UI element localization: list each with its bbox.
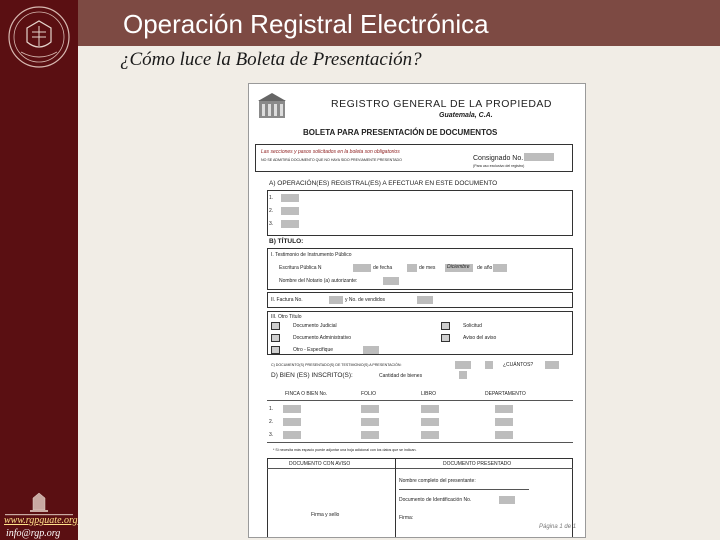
operation-field [281,194,299,202]
table-row-number: 1. [269,406,274,412]
b3-other-field [363,346,379,354]
table-row-number: 2. [269,419,274,425]
consigned-sub: (Para uso exclusivo del registro) [473,164,525,168]
table-divider [267,400,573,401]
section-c-field [455,361,471,369]
coat-of-arms-emblem [6,4,72,70]
footer-left-title: DOCUMENTO CON AVISO [289,461,351,467]
b2-field [417,296,433,304]
notice-line: Las secciones y pasos solicitados en la boleta son obligatorios [261,149,400,155]
boleta-document-image [248,83,586,538]
section-d-title: D) BIEN (ES) INSCRITO(S): [271,372,353,379]
table-cell [283,418,301,426]
page-title: Operación Registral Electrónica [123,9,489,39]
table-cell [495,431,513,439]
table-header: FOLIO [361,391,377,397]
footer-field-label: Nombre completo del presentante: [399,478,476,484]
table-cell [361,431,379,439]
table-note: * Si necesita más espacio puede adjuntar una hoja adicional con los datos que se indican. [273,448,417,452]
b1-field [353,264,371,272]
table-cell [421,405,439,413]
b1-label: I. Testimonio de Instrumento Público [271,252,352,258]
org-location: Guatemala, C.A. [439,112,493,119]
section-a-item: 3. [269,221,274,227]
consigned-label: Consignado No. [473,155,524,162]
footer-field-label: Firma: [399,515,414,521]
section-d-mid: Cantidad de bienes [379,373,423,379]
footer-header-line [267,468,573,469]
registry-logo [3,488,75,518]
id-field [499,496,515,504]
section-c-count [545,361,559,369]
form-title: BOLETA PARA PRESENTACIÓN DE DOCUMENTOS [303,128,498,137]
table-cell [421,418,439,426]
contact-email: info@rgp.org [6,528,61,539]
section-c-field [485,361,493,369]
section-a-item: 1. [269,195,274,201]
checkbox [271,334,280,342]
page-label: Página 1 de 1 [539,524,577,530]
operation-field [281,207,299,215]
b2-field [329,296,343,304]
b1-field-label: Escritura Pública N [279,265,322,271]
b1-month: Diciembre [447,264,470,270]
footer-field-line [399,489,529,490]
table-cell [283,431,301,439]
b1-field-label: de mes [419,265,436,271]
section-c-title: C) DOCUMENTO(S) PRESENTADO(S) DE TESTIMONIO(S) A PRESENTACIÓN: [271,363,402,367]
notice-small: NO SE ADMITIRÁ DOCUMENTO QUE NO HAYA SIDO PREVIAMENTE PRESENTADO [261,158,402,162]
table-cell [361,405,379,413]
building-icon [257,90,287,120]
footer-divider [395,458,396,538]
checkbox [441,322,450,330]
table-header: FINCA O BIEN No. [285,391,328,397]
operation-field [281,220,299,228]
table-cell [283,405,301,413]
table-header: LIBRO [421,391,437,397]
b1-notary-label: Nombre del Notario (a) autorizante: [279,278,358,284]
footer-right-title: DOCUMENTO PRESENTADO [443,461,512,467]
table-cell [495,418,513,426]
section-a-title: A) OPERACIÓN(ES) REGISTRAL(ES) A EFECTUAR EN ESTE DOCUMENTO [269,180,498,187]
section-d-field [459,371,467,379]
website-link[interactable]: www.rgpguate.org [4,515,78,526]
table-header: DEPARTAMENTO [485,391,526,397]
table-row-number: 3. [269,432,274,438]
org-name: REGISTRO GENERAL DE LA PROPIEDAD [331,98,552,110]
b3-label: III. Otro Título [271,314,302,320]
b3-option-right: Aviso del aviso [463,335,497,341]
b2-mid-label: y No. de vendidos [345,297,386,303]
table-cell [495,405,513,413]
table-cell [361,418,379,426]
section-a-item: 2. [269,208,274,214]
section-b-title: B) TÍTULO: [269,238,304,245]
b1-field-label: de fecha [373,265,393,271]
table-divider [267,442,573,443]
table-cell [421,431,439,439]
b3-option-right: Solicitud [463,323,482,329]
footer-field-label: Documento de Identificación No. [399,497,472,503]
b3-option: Documento Judicial [293,323,337,329]
b3-option: Otro - Especifique [293,347,334,353]
consigned-field [524,153,554,161]
b1-field [493,264,507,272]
b3-option: Documento Administrativo [293,335,352,341]
checkbox [441,334,450,342]
footer-signature: Firma y sello [311,512,340,518]
b1-notary-field [383,277,399,285]
checkbox [271,346,280,354]
b1-field [407,264,417,272]
b2-label: II. Factura No. [271,297,303,303]
b1-field-label: de año [477,265,493,271]
section-c-right: ¿CUÁNTOS? [503,362,534,368]
checkbox [271,322,280,330]
section-a-box [267,190,573,236]
sidebar [0,0,78,540]
page-subtitle: ¿Cómo luce la Boleta de Presentación? [120,49,422,70]
